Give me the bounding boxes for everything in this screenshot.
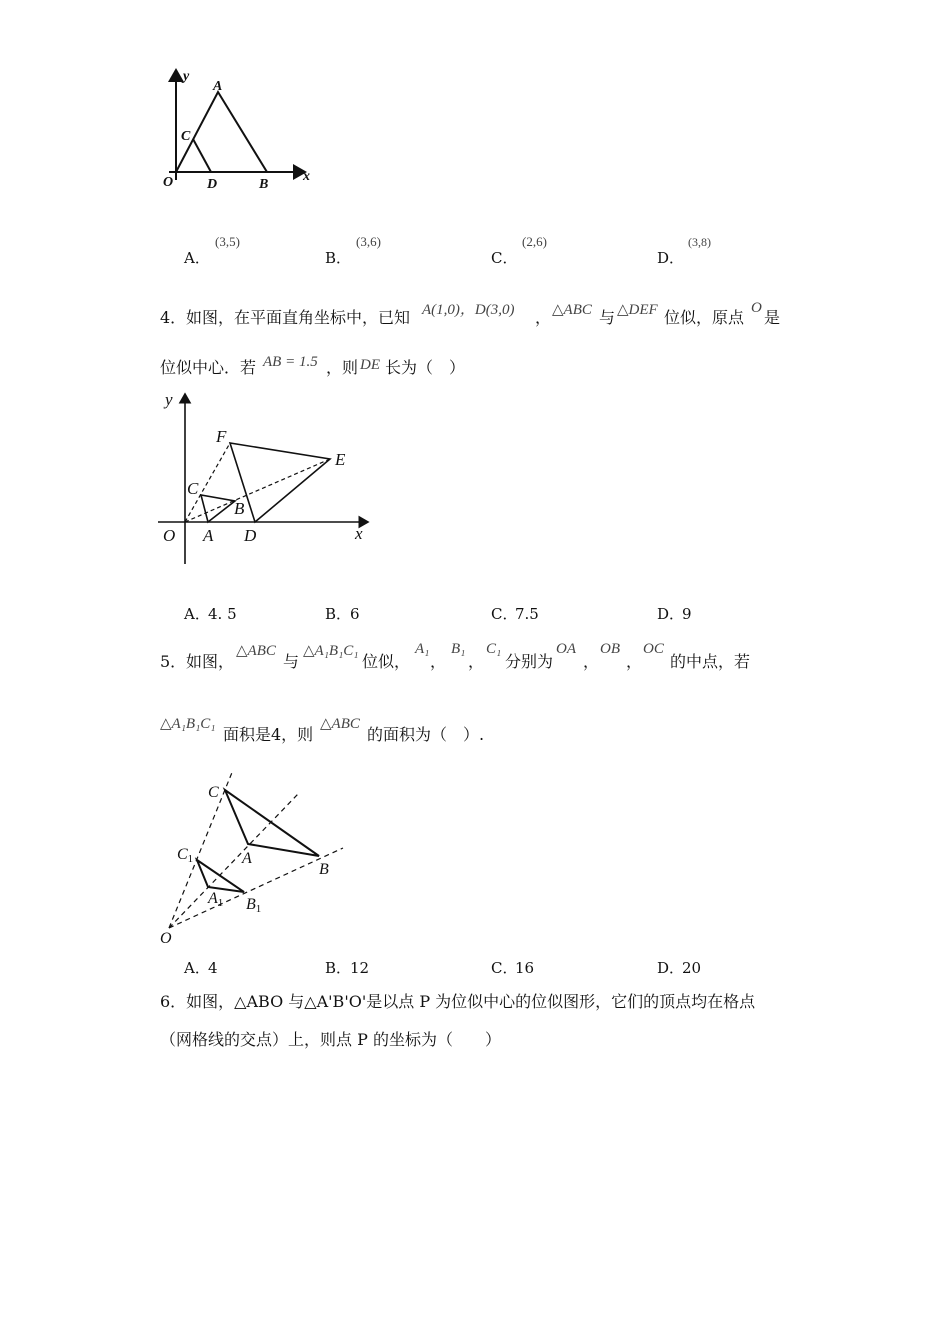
- q5-math-ob: OB: [600, 641, 620, 657]
- q5-math-oa: OA: [556, 641, 576, 657]
- q5-option-b-value: 12: [350, 959, 370, 977]
- q4-label-c: C: [187, 479, 199, 498]
- q5-ray-ob: [169, 848, 343, 928]
- q3-option-c-letter: C．: [491, 249, 518, 267]
- q4-label-e: E: [335, 450, 346, 469]
- q4-math-ab: AB = 1.5: [263, 354, 318, 370]
- q4-number: 4．: [160, 308, 187, 327]
- q4-text-2: ，: [535, 308, 552, 327]
- q3-label-a: A: [213, 79, 223, 94]
- q4-triangle-def: [230, 443, 330, 522]
- q5-text-4: ，: [430, 652, 447, 671]
- q4-options: [0, 602, 950, 626]
- q5-stem-line2: [0, 714, 950, 748]
- q5-label-a1: A1: [208, 890, 224, 909]
- q4-option-a-value: 4. 5: [208, 605, 237, 623]
- q5-option-d-value: 20: [682, 959, 702, 977]
- q3-label-b: B: [259, 177, 269, 192]
- q4-label-b: B: [234, 499, 245, 518]
- q4-text-3: 与: [599, 308, 616, 327]
- q5-text-6: 分别为: [505, 652, 554, 671]
- q5-text-11: 的面积为（ ）.: [367, 725, 485, 744]
- q4-math-de: DE: [360, 357, 380, 373]
- q5-figure: [150, 765, 360, 950]
- q4-option-c-value: 7.5: [515, 605, 539, 623]
- q4-option-b-value: 6: [350, 605, 360, 623]
- q4-label-y: y: [165, 390, 173, 409]
- q4-option-d-value: 9: [682, 605, 692, 623]
- q5-option-b-letter: B．: [325, 959, 352, 977]
- q4-stem-line2: [0, 352, 950, 382]
- q3-label-d: D: [207, 177, 218, 192]
- q4-text-6: 位似中心．若: [160, 358, 257, 377]
- q3-label-x: x: [303, 169, 310, 184]
- q5-label-b: B: [319, 861, 329, 878]
- q5-stem-line1: [0, 640, 950, 674]
- q6-stem-line2: （网格线的交点）上，则点 P 的坐标为（ ）: [160, 1030, 501, 1049]
- q5-number: 5．: [160, 652, 187, 671]
- q3-option-a-letter: A．: [184, 249, 210, 267]
- q5-text-7: ，: [583, 652, 600, 671]
- q5-math-a1: A₁: [415, 641, 430, 657]
- q4-text-5: 是: [764, 308, 781, 327]
- q5-text-10: 面积是4，则: [223, 725, 314, 744]
- q5-option-c-value: 16: [515, 959, 535, 977]
- q5-math-oc: OC: [643, 641, 664, 657]
- q4-figure: [150, 388, 380, 568]
- q5-option-d-letter: D．: [657, 959, 685, 977]
- q5-triangle-abc: [225, 790, 319, 856]
- q4-option-b-letter: B．: [325, 605, 352, 623]
- q5-label-b1: B1: [246, 896, 262, 915]
- q3-label-y: y: [183, 69, 190, 84]
- q3-segment-cd: [193, 139, 211, 172]
- q3-option-b-letter: B．: [325, 249, 352, 267]
- q5-option-a-value: 4: [208, 959, 218, 977]
- q3-label-o: O: [163, 175, 174, 190]
- q4-label-o: O: [163, 526, 176, 545]
- q5-label-c: C: [208, 784, 219, 801]
- q5-label-c1: C1: [177, 846, 194, 865]
- q6-stem-line1: 6．如图，△ABO 与△A'B'O'是以点 P 为位似中心的位似图形，它们的顶点均在格点: [160, 992, 756, 1011]
- q4-label-f: F: [216, 427, 227, 446]
- q3-figure: [155, 62, 325, 192]
- q4-math-points: A(1,0)，D(3,0): [422, 302, 515, 318]
- q5-text-5: ，: [468, 652, 485, 671]
- q5-text-8: ，: [626, 652, 643, 671]
- q5-text-2: 与: [283, 652, 300, 671]
- q3-option-d-letter: D．: [657, 249, 685, 267]
- q4-stem-line1: [0, 298, 950, 328]
- q5-triangle-a1b1c1: [197, 860, 244, 892]
- q5-math-abc: △ABC: [236, 643, 276, 659]
- q4-label-x: x: [355, 524, 363, 543]
- q5-option-a-letter: A．: [184, 959, 210, 977]
- q4-ray-oe: [185, 459, 330, 522]
- q3-options: [0, 232, 950, 272]
- q4-math-abc: △ABC: [552, 302, 592, 318]
- q5-math-a1b1c1: △A₁B₁C₁: [303, 643, 359, 659]
- q4-label-d: D: [244, 526, 257, 545]
- q5-text-1: 如图，: [186, 652, 235, 671]
- q4-text-8: 长为（ ）: [385, 358, 466, 377]
- q5-math-c1: C₁: [486, 641, 502, 657]
- q3-label-c: C: [181, 129, 191, 144]
- q3-option-c-value: (2,6): [522, 234, 547, 249]
- q5-text-3: 位似，: [362, 652, 411, 671]
- q4-text-7: ，则: [326, 358, 359, 377]
- q3-option-d-value: (3,8): [688, 235, 711, 249]
- q4-math-def: △DEF: [617, 302, 658, 318]
- q5-label-a: A: [242, 850, 252, 867]
- q4-option-c-letter: C．: [491, 605, 518, 623]
- q5-label-o: O: [160, 930, 172, 947]
- q4-text-1: 如图，在平面直角坐标中，已知: [186, 308, 411, 327]
- q4-label-a: A: [203, 526, 214, 545]
- q5-options: [0, 956, 950, 980]
- q4-triangle-abc: [201, 495, 235, 522]
- q4-option-d-letter: D．: [657, 605, 685, 623]
- q5-math-b1: B₁: [451, 641, 466, 657]
- q3-option-a-value: (3,5): [215, 234, 240, 249]
- q4-math-o: O: [751, 300, 762, 316]
- q3-option-b-value: (3,6): [356, 234, 381, 249]
- q5-math-abc-2: △ABC: [320, 716, 360, 732]
- q4-option-a-letter: A．: [184, 605, 210, 623]
- q5-text-9: 的中点，若: [670, 652, 751, 671]
- q5-option-c-letter: C．: [491, 959, 518, 977]
- q5-math-a1b1c1-2: △A₁B₁C₁: [160, 716, 216, 732]
- q4-text-4: 位似，原点: [664, 308, 745, 327]
